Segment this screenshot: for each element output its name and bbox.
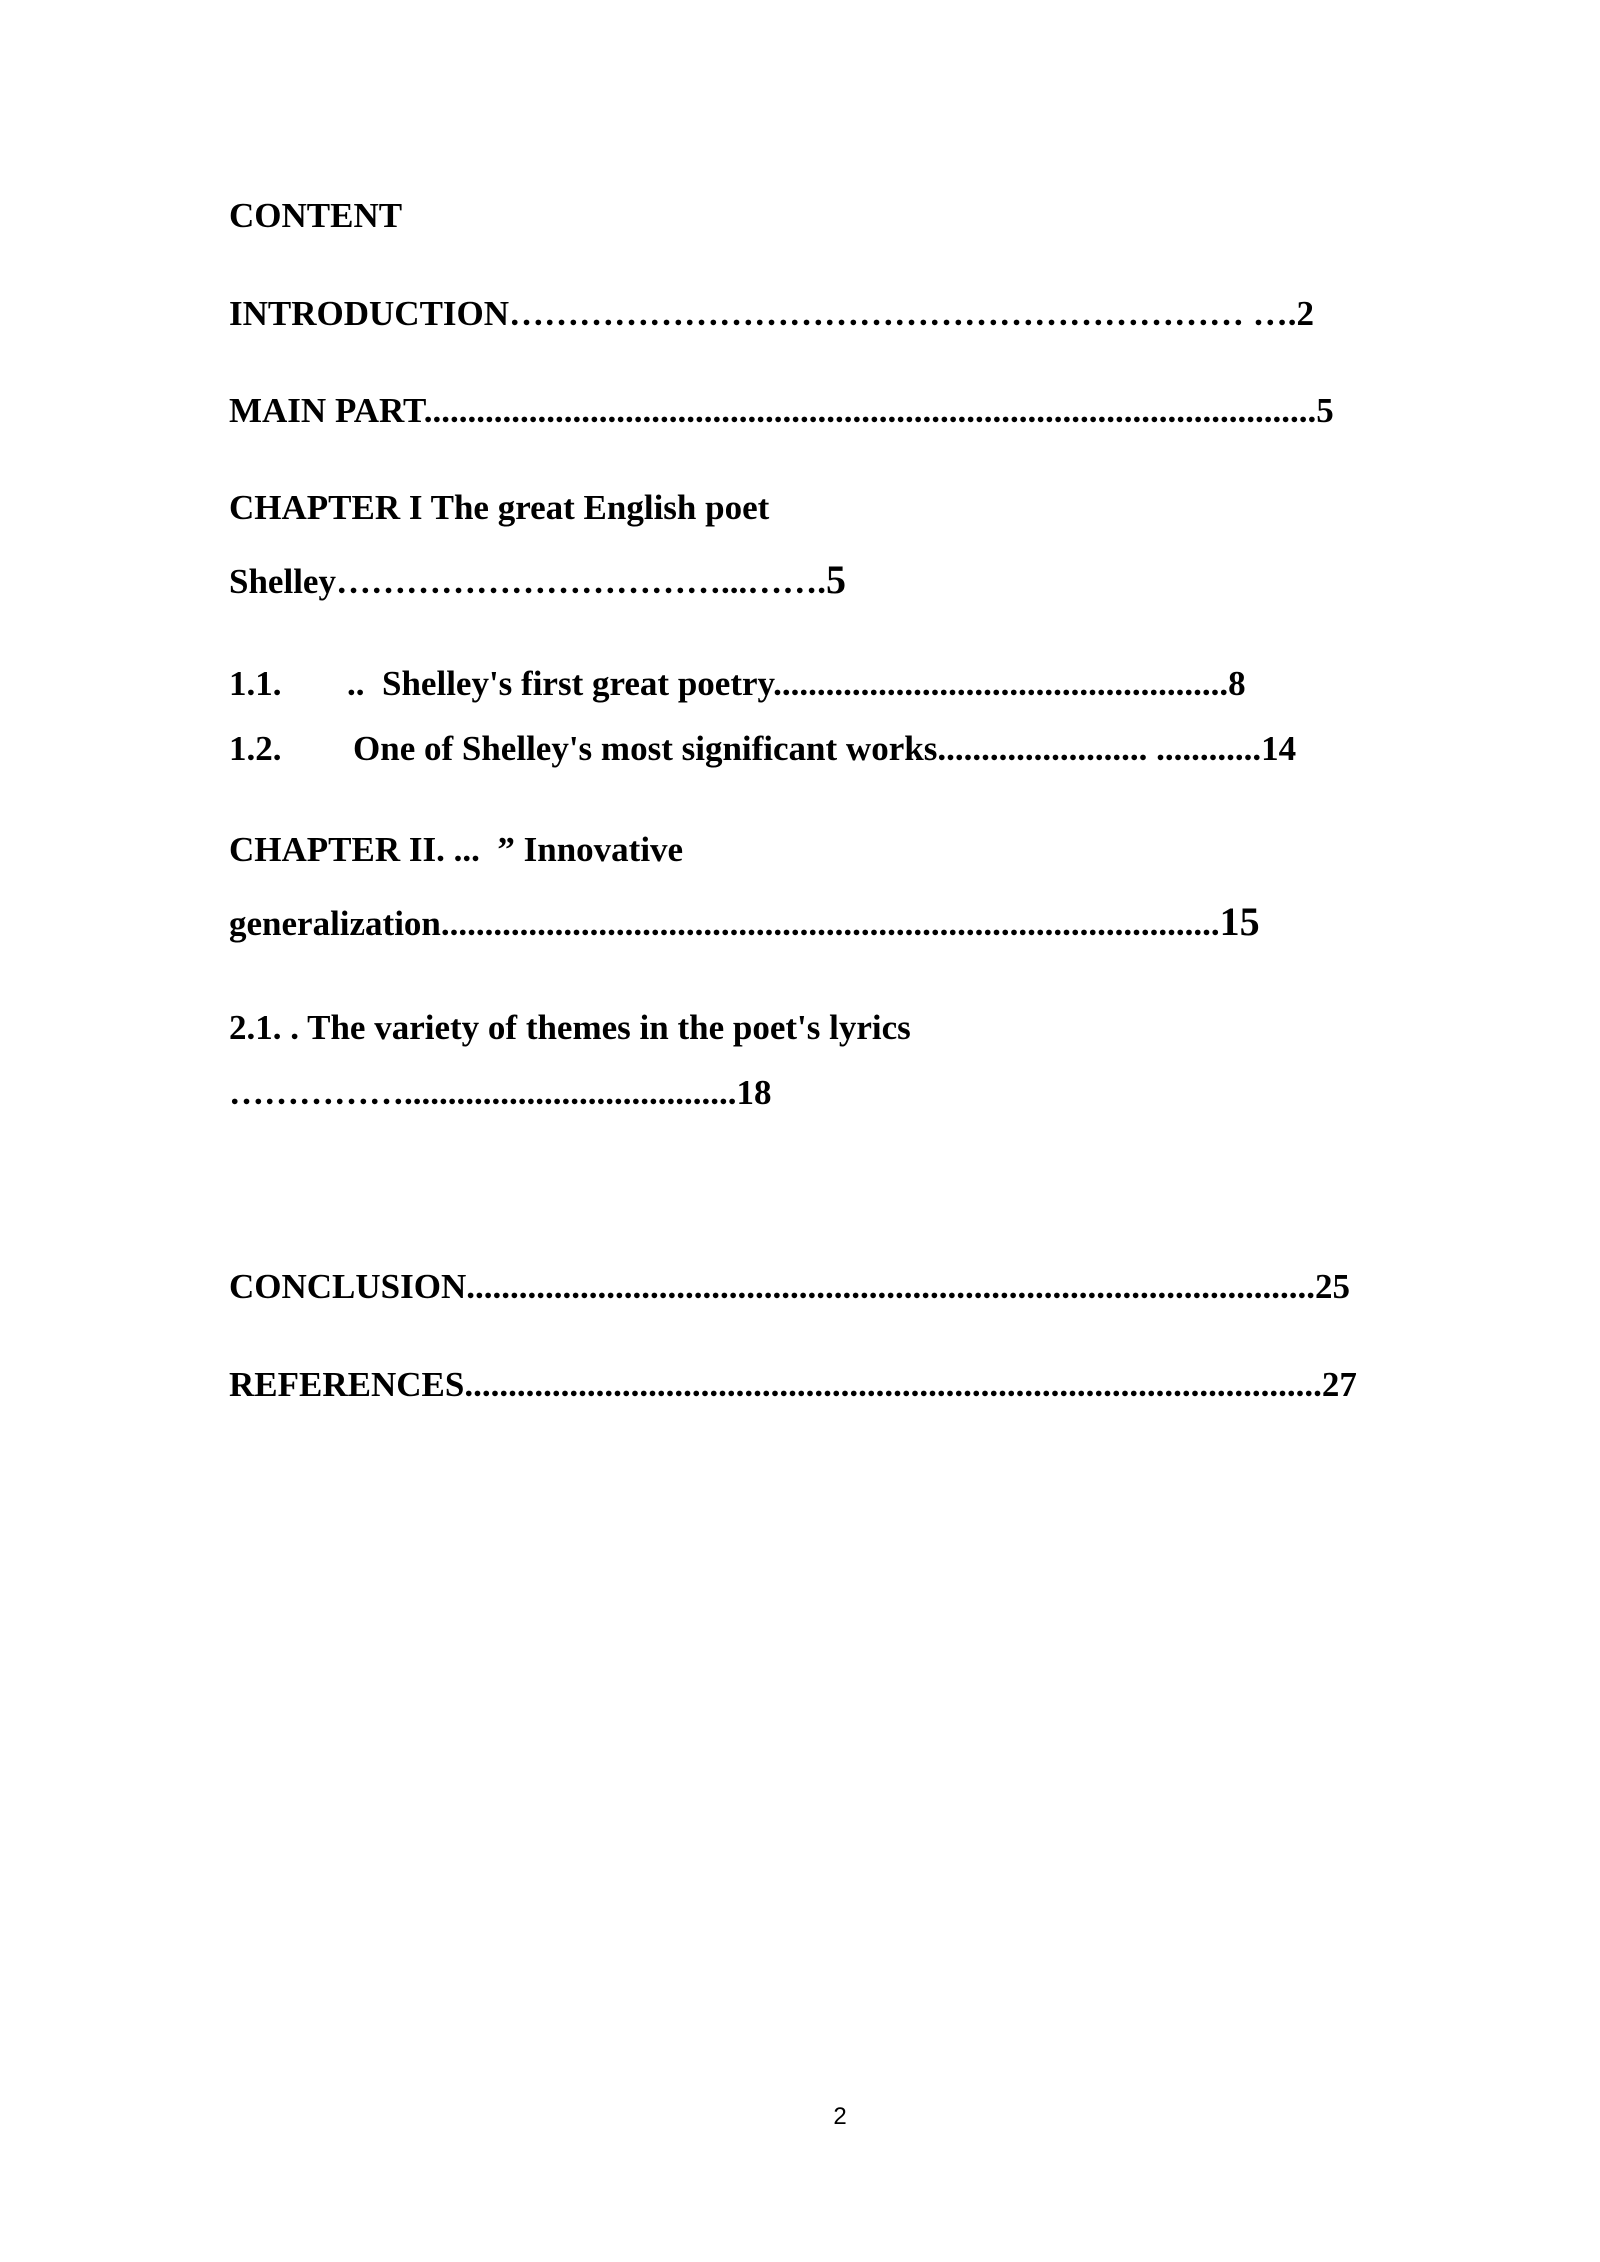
toc-entry-section-1-2 [229, 731, 1296, 766]
chapter-2-leader-text: generalization......................................................................................... [229, 904, 1220, 943]
toc-entry-chapter-2-title: CHAPTER II. ... ” Innovative [229, 830, 684, 869]
toc-entry-section-2-1-title: 2.1. . The variety of themes in the poet's lyrics [229, 1008, 911, 1047]
chapter-1-leader-text: Shelley……………………………...……. [229, 562, 826, 601]
section-1-2-number: 1.2. [229, 729, 282, 768]
chapter-2-page-number: 15 [1219, 899, 1260, 944]
toc-entry-references: REFERENCES..................................................................................................27 [229, 1365, 1357, 1404]
toc-entry-section-2-1-leader: ……………......................................18 [229, 1073, 772, 1112]
toc-entry-introduction: INTRODUCTION……………………………………………………… ….2 [229, 294, 1315, 333]
toc-entry-chapter-1-leader [229, 557, 846, 602]
section-1-2-text: One of Shelley's most significant works........................ ............14 [353, 729, 1297, 768]
page-number: 2 [833, 2103, 847, 2130]
toc-entry-section-1-1 [229, 666, 1246, 701]
section-1-1-number: 1.1. [229, 664, 282, 703]
toc-entry-conclusion: CONCLUSION.................................................................................................25 [229, 1267, 1351, 1306]
section-1-1-text: .. Shelley's first great poetry....................................................8 [347, 664, 1246, 703]
toc-entry-main-part: MAIN PART......................................................................................................5 [229, 391, 1334, 430]
toc-heading: CONTENT [229, 196, 403, 235]
chapter-1-page-number: 5 [825, 557, 846, 602]
toc-entry-chapter-1-title: CHAPTER I The great English poet [229, 488, 770, 527]
toc-entry-chapter-2-leader [229, 899, 1260, 944]
